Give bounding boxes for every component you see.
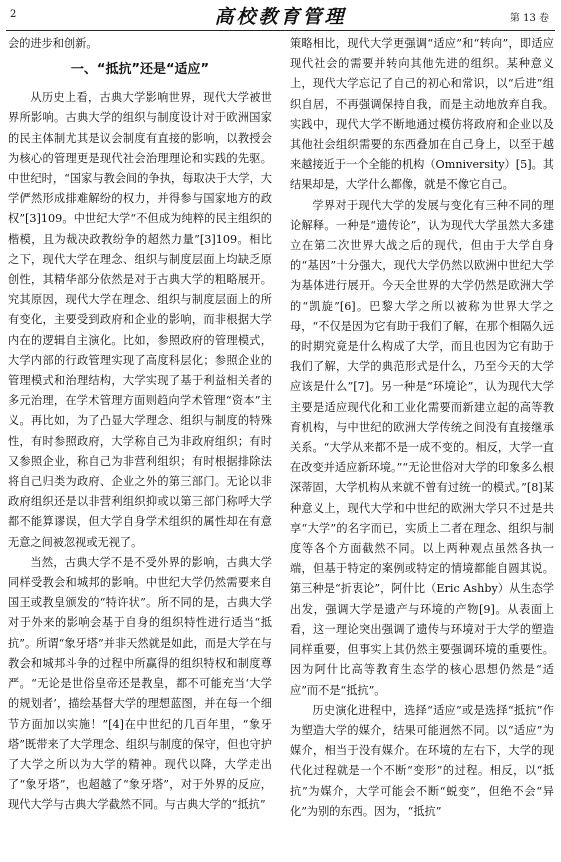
section-title: 一、“抵抗”还是“适应”: [70, 62, 210, 78]
right-column: [290, 34, 554, 822]
paragraph: 学界对于现代大学的发展与变化有三种不同的理论解释。一种是“遗传论”，认为现代大学虽然大多建立在第二次世界大战之后的现代，但由于大学自身的“基因”十分强大，现代大学仍然以欧洲中世纪大学为基体进行展开。今天全世界的大学仍然是欧洲大学的“凯旋”[6]。巴黎大学之所以被称为世界大学之母，“不仅是因为它有助于我们了解，在那个相隔久远的时期究竟是什么构成了大学，而且也因为它有助于我们了解，大学的典范形式是什么，乃至今天的大学应该是什么”[7]。另一种是“环境论”，认为现代大学主要是适应现代化和工业化需要而新建立起的高等教育机构，与中世纪的欧洲大学传统之间没有直接继承关系。“大学从来都不是一成不变的。相反，大学一直在改变并适应新环境。”“无论世俗对大学的印象多么根深蒂固，大学机构从来就不曾有过统一的模式。”[8]某种意义上，现代大学和中世纪的欧洲大学只不过是共享“大学”的名字而已，实质上二者在理念、组织与制度等各个方面截然不同。以上两种观点虽然各执一端，但基于特定的案例或特定的情境都能自圆其说。第三种是“折衷论”，阿什比（Eric Ashby）从生态学出发，强调大学是遗产与环境的产物[9]。从表面上看，这一理论突出强调了遗传与环境对于大学的塑造同样重要，但事实上其仍然主要强调环境的重要性。因为阿什比高等教育生态学的核心思想仍然是“适应”而不是“抵抗”。: [290, 198, 554, 697]
paragraph: 当然，古典大学不是不受外界的影响，古典大学同样受教会和城邦的影响。中世纪大学仍然需要来自国王或教皇颁发的“特许状”。所不同的是，古典大学对于外来的影响会基于自身的组织特性进行适当“抵抗”。所谓“象牙塔”并非天然就是如此，而是大学在与教会和城邦斗争的过程中所赢得的组织特权和制度尊严。“无论是世俗皇帝还是教皇，都不可能充当‘大学的规划者’，描绘基督大学的理想蓝图，并在每一个细节方面加以实施！”[4]在中世纪的几百年里，“象牙塔”既带来了大学理念、组织与制度的保守，但也守护了大学之所以为大学的精神。现代以降，大学走出了“象牙塔”，也超越了“象牙塔”，对于外界的反应，现代大学与古典大学截然不同。与古典大学的“抵抗”: [8, 555, 272, 812]
left-column: [8, 34, 272, 816]
opening-line: 会的进步和创新。: [8, 37, 98, 50]
header-rule: [6, 30, 555, 31]
page-header: [0, 0, 561, 30]
page-number: 2: [10, 9, 17, 20]
paragraph: 历史演化进程中，选择“适应”或是选择“抵抗”作为塑造大学的媒介，结果可能迥然不同。以“适应”为媒介，相当于没有媒介。在环境的左右下，大学的现代化过程就是一个不断“变形”的过程。相反，以“抵抗”为媒介，大学可能会不断“蜕变”，但绝不会“异化”为别的东西。因为，“抵抗”: [290, 703, 554, 818]
paragraph-continued: 策略相比，现代大学更强调“适应”和“转向”，即适应现代社会的需要并转向其他先进的组织。某种意义上，现代大学忘记了自己的初心和常识，以“后进”组织自居，不再强调保持自我，而是主动地放弃自我。实践中，现代大学不断地通过模仿将政府和企业以及其他社会组织需要的东西叠加在自己身上，以至于越来越接近于一个全能的机构（Omniversity）[5]。其结果却是，大学什么都像，就是不像它自己。: [290, 37, 554, 192]
paragraph: 从历史上看，古典大学影响世界，现代大学被世界所影响。古典大学的组织与制度设计对于欧洲国家的民主体制尤其是议会制度有直接的影响，以教授会为核心的管理更是现代社会治理理论和实践的先驱。中世纪时，“国家与教会间的争执，每取决于大学，大学俨然形成排难解纷的权力，并得参与国家地方的政权”[3]109。中世纪大学“不但成为纯粹的民主组织的楷模，且为裁决政教纷争的超然力量”[3]109。相比之下，现代大学在理念、组织与制度层面上均缺乏原创性，其精华部分依然是对于古典大学的粗略展开。究其原因，现代大学在理念、组织与制度层面上的所有变化，主要受到政府和企业的影响，而非根据大学内在的逻辑自主演化。比如，参照政府的管理模式，大学内部的行政管理实现了高度科层化；参照企业的管理模式和治理结构，大学实现了基于利益相关者的多元治理，在学术管理方面则趋向学术管理“资本”主义。再比如，为了凸显大学理念、组织与制度的特殊性，有时参照政府，大学称自己为非政府组织；有时又参照企业，称自己为非营利组织；有时根据排除法将自己归类为政府、企业之外的第三部门。无论以非政府组织还是以非营利组织抑或以第三部门称呼大学都不能算谬误，但大学自身学术组织的属性却在有意无意之间被忽视或无视了。: [8, 91, 272, 549]
journal-name: 高校教育管理: [214, 6, 347, 28]
volume-label: 第 13 卷: [509, 13, 549, 24]
